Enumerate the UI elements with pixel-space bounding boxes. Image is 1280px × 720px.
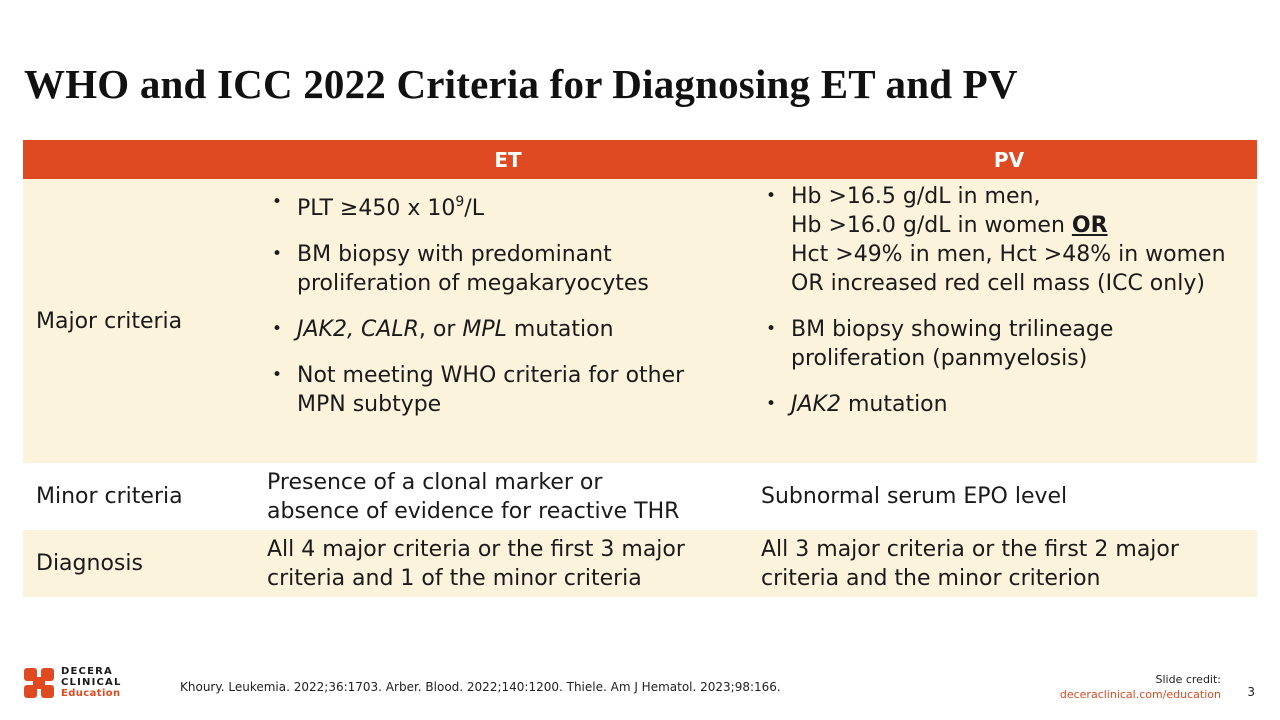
major-criteria-label: Major criteria — [36, 308, 183, 334]
slide-title: WHO and ICC 2022 Criteria for Diagnosing ET and PV — [24, 61, 1018, 107]
decera-logo — [24, 666, 122, 699]
header-et: ET — [494, 147, 522, 172]
pv-major-list — [761, 182, 1257, 419]
references: Khoury. Leukemia. 2022;36:1703. Arber. Blood. 2022;140:1200. Thiele. Am J Hematol. 2023;98:166. — [180, 680, 781, 694]
credit-link[interactable]: deceraclinical.com/education — [1059, 688, 1221, 701]
et-major-not-meeting: • Not meeting WHO criteria for other MPN subtype — [267, 361, 749, 419]
et-major-list — [267, 188, 749, 419]
et-major-cell — [255, 179, 749, 463]
criteria-table — [23, 140, 1257, 597]
pv-major-cell — [749, 179, 1257, 463]
et-major-bm-biopsy: • BM biopsy with predominant proliferation of megakaryocytes — [267, 240, 749, 298]
pv-diagnosis-cell: All 3 major criteria or the first 2 major criteria and the minor criterion — [761, 536, 1179, 591]
diagnosis-row — [23, 530, 1257, 597]
header-pv: PV — [993, 147, 1025, 172]
diagnosis-label: Diagnosis — [36, 551, 143, 576]
header-empty-cell — [23, 140, 255, 179]
pv-major-bm-biopsy: • BM biopsy showing trilineage proliferation (panmyelosis) — [761, 315, 1257, 373]
or-emphasis: OR — [1071, 213, 1108, 238]
et-major-plt: • PLT ≥450 x $10^9/L$ — [267, 188, 749, 223]
et-major-mutation: • JAK2, CALR, or MPL mutation — [267, 315, 749, 344]
pv-major-hb-hct: • Hb >16.5 g/dL in men, Hb >16.0 g/dL in women OR Hct >49% in men, Hct >48% in women OR increased red cell mass (ICC only) — [761, 182, 1257, 298]
page-number: 3 — [1247, 685, 1255, 699]
pv-minor-cell: Subnormal serum EPO level — [761, 484, 1068, 509]
table-header-row — [23, 140, 1257, 179]
decera-logo-text: DECERA CLINICAL Education — [61, 666, 122, 699]
decera-logo-icon — [24, 668, 54, 698]
minor-criteria-row — [23, 463, 1257, 530]
et-minor-cell: Presence of a clonal marker or absence of evidence for reactive THR — [267, 469, 680, 524]
pv-major-mutation: • JAK2 mutation — [761, 390, 1257, 419]
et-diagnosis-cell: All 4 major criteria or the first 3 major criteria and 1 of the minor criteria — [267, 536, 685, 591]
major-criteria-row — [23, 179, 1257, 463]
slide-credit: Slide credit: deceraclinical.com/education — [1059, 673, 1221, 701]
minor-criteria-label: Minor criteria — [36, 484, 183, 509]
